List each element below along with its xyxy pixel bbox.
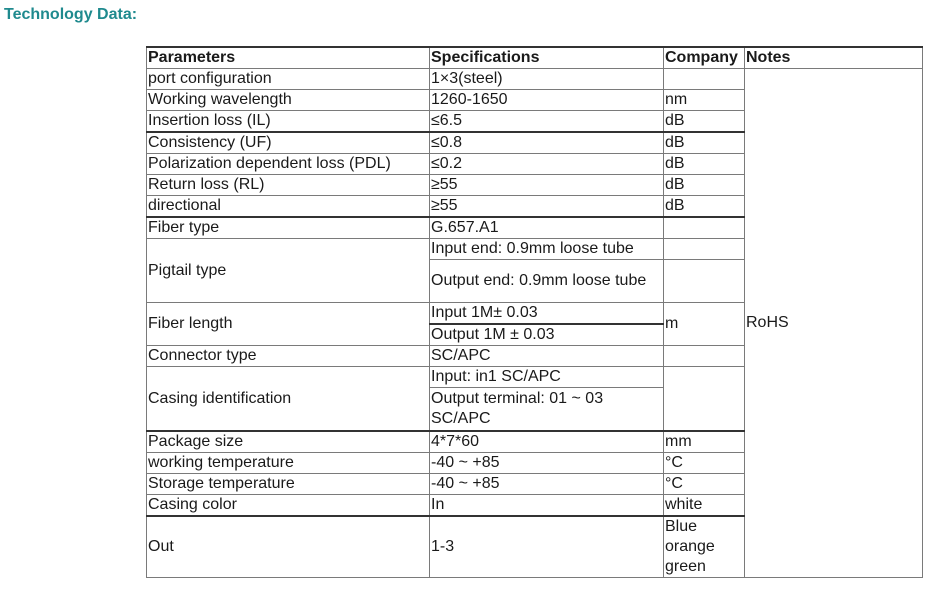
param-cell: Pigtail type [147,239,430,303]
header-specifications: Specifications [430,47,664,69]
param-cell: Storage temperature [147,474,430,495]
unit-cell: nm [664,90,745,111]
header-company: Company [664,47,745,69]
spec-cell: ≤0.8 [430,132,664,154]
unit-cell: white [664,495,745,517]
spec-cell: ≤6.5 [430,111,664,133]
spec-cell: Input end: 0.9mm loose tube [430,239,664,260]
table-row [147,69,923,90]
param-cell: Fiber length [147,303,430,346]
param-cell: Working wavelength [147,90,430,111]
param-cell: Return loss (RL) [147,175,430,196]
spec-cell: G.657.A1 [430,217,664,239]
spec-cell: ≥55 [430,196,664,218]
spec-cell: Output terminal: 01 ~ 03 SC/APC [430,388,664,432]
spec-cell: Output end: 0.9mm loose tube [430,260,664,303]
unit-cell: °C [664,453,745,474]
spec-cell: -40 ~ +85 [430,474,664,495]
unit-cell: dB [664,175,745,196]
unit-cell: dB [664,196,745,218]
unit-cell [664,346,745,367]
unit-cell: dB [664,111,745,133]
param-cell: Casing identification [147,367,430,432]
notes-cell: RoHS [745,69,923,578]
param-cell: Connector type [147,346,430,367]
param-cell: Out [147,516,430,578]
spec-cell: SC/APC [430,346,664,367]
unit-cell [664,69,745,90]
color-green: green [665,558,706,575]
unit-cell [664,367,745,432]
unit-cell: m [664,303,745,346]
spec-cell: -40 ~ +85 [430,453,664,474]
spec-cell: ≤0.2 [430,154,664,175]
unit-cell: °C [664,474,745,495]
unit-cell [664,217,745,239]
unit-cell [664,260,745,303]
spec-cell: 1-3 [430,516,664,578]
section-title: Technology Data: [4,6,138,23]
color-orange: orange [665,538,715,555]
spec-cell: Output 1M ± 0.03 [430,324,664,346]
param-cell: Consistency (UF) [147,132,430,154]
header-notes: Notes [745,47,923,69]
param-cell: directional [147,196,430,218]
param-cell: Casing color [147,495,430,517]
param-cell: Insertion loss (IL) [147,111,430,133]
table-header-row [147,47,923,69]
spec-cell: Input: in1 SC/APC [430,367,664,388]
spec-cell: 1×3(steel) [430,69,664,90]
param-cell: Polarization dependent loss (PDL) [147,154,430,175]
param-cell: Fiber type [147,217,430,239]
spec-cell: ≥55 [430,175,664,196]
unit-cell: dB [664,154,745,175]
unit-cell [664,516,745,578]
header-parameters: Parameters [147,47,430,69]
spec-cell: 4*7*60 [430,431,664,453]
color-blue: Blue [665,518,698,535]
spec-cell: Input 1M± 0.03 [430,303,664,325]
spec-cell: In [430,495,664,517]
param-cell: port configuration [147,69,430,90]
unit-cell: mm [664,431,745,453]
spec-cell: 1260-1650 [430,90,664,111]
technology-data-table [146,46,923,578]
param-cell: working temperature [147,453,430,474]
unit-cell: dB [664,132,745,154]
param-cell: Package size [147,431,430,453]
unit-cell [664,239,745,260]
